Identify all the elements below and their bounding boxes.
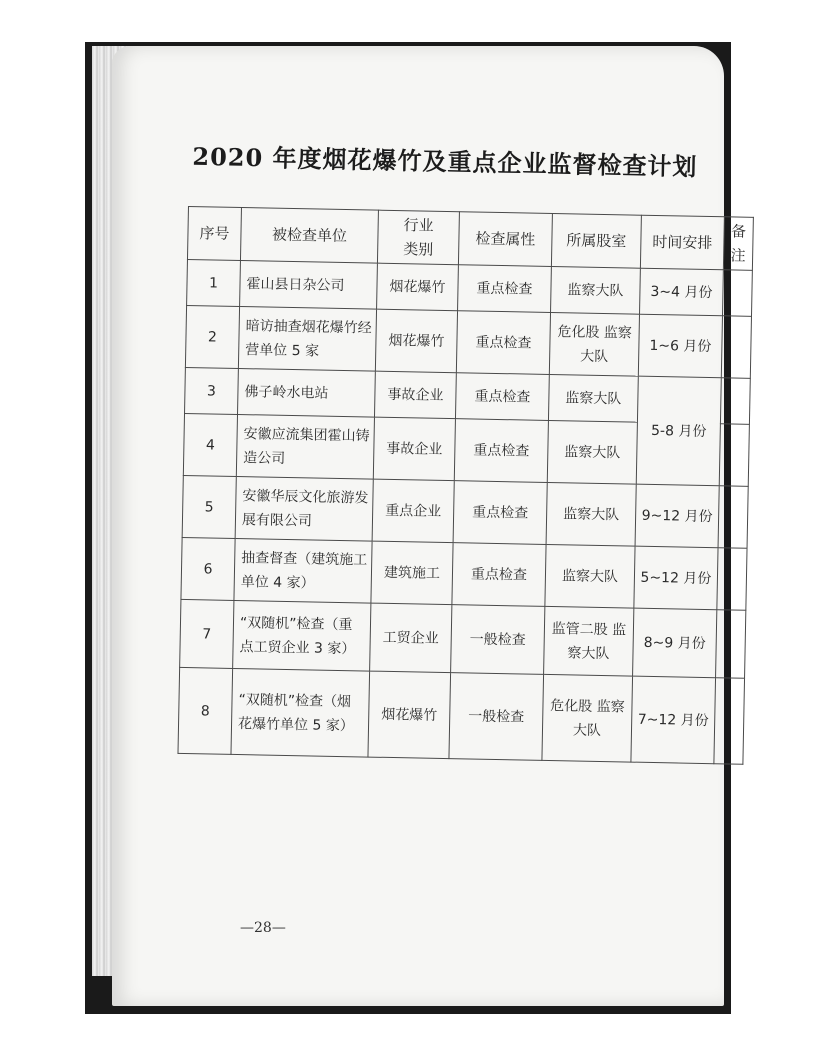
cell-attribute: 一般检查: [449, 673, 544, 761]
header-unit: 被检查单位: [240, 208, 378, 264]
header-note-line2: 注: [730, 246, 746, 265]
header-industry: [377, 210, 459, 265]
cell-index: 7: [180, 599, 234, 668]
inspection-plan-table: [177, 206, 753, 765]
cell-attribute: 重点检查: [458, 265, 552, 313]
table-row: [182, 475, 748, 548]
cell-index: 5: [182, 475, 236, 538]
page-number: —28—: [240, 920, 286, 936]
cell-note: [714, 678, 745, 765]
cell-unit: “双随机”检查（重点工贸企业 3 家）: [233, 600, 371, 671]
header-schedule: 时间安排: [640, 215, 724, 270]
cell-unit: 暗访抽查烟花爆竹经营单位 5 家: [238, 307, 376, 372]
cell-schedule: 9~12 月份: [635, 484, 719, 548]
header-attribute: 检查属性: [458, 212, 552, 267]
cell-note: [716, 610, 746, 679]
table-row: [185, 305, 751, 378]
cell-attribute: 一般检查: [451, 605, 545, 675]
cell-industry: 事故企业: [374, 371, 456, 419]
cell-unit: “双随机”检查（烟花爆竹单位 5 家）: [231, 668, 370, 757]
cell-department: 监察大队: [545, 544, 635, 608]
cell-attribute: 重点检查: [454, 419, 548, 483]
cell-schedule: 5~12 月份: [634, 546, 718, 610]
header-industry-line1: 行业: [403, 216, 434, 235]
cell-index: 4: [183, 413, 237, 476]
document-title: 2020 年度烟花爆竹及重点企业监督检查计划: [192, 141, 698, 182]
cell-department: 监察大队: [547, 420, 637, 484]
table-row: [180, 599, 746, 678]
cell-schedule: 8~9 月份: [633, 608, 717, 678]
cell-index: 1: [187, 259, 241, 306]
cell-unit: 霍山县日杂公司: [240, 261, 378, 310]
table-row: [181, 537, 747, 610]
cell-department: 监管二股 监察大队: [544, 606, 634, 676]
cell-department: 危化股 监察大队: [542, 674, 633, 762]
cell-note: [718, 486, 748, 549]
table-row: [178, 667, 745, 764]
cell-attribute: 重点检查: [452, 543, 546, 607]
cell-department: 监察大队: [546, 482, 636, 546]
cell-note: [717, 548, 747, 611]
header-note-line1: 备: [730, 222, 747, 241]
cell-attribute: 重点检查: [456, 311, 550, 375]
cell-schedule: 1~6 月份: [638, 314, 722, 378]
header-industry-line2: 类别: [403, 240, 434, 259]
cell-industry: 烟花爆竹: [368, 671, 451, 759]
header-note: [723, 217, 753, 271]
cell-industry: 事故企业: [373, 417, 455, 481]
cell-index: 8: [178, 667, 233, 754]
cell-unit: 安徽应流集团霍山铸造公司: [236, 414, 374, 479]
cell-index: 2: [185, 305, 239, 368]
cell-note: [719, 424, 749, 487]
cell-industry: 工贸企业: [370, 603, 452, 673]
cell-unit: 安徽华辰文化旅游发展有限公司: [235, 476, 373, 541]
cell-department: 监察大队: [548, 374, 638, 422]
cell-department: 危化股 监察大队: [549, 312, 639, 376]
cell-note: [722, 270, 752, 317]
header-department: 所属股室: [551, 213, 641, 268]
cell-index: 6: [181, 537, 235, 600]
cell-industry: 烟花爆竹: [377, 263, 459, 311]
cell-schedule: 3~4 月份: [640, 268, 724, 316]
header-index: 序号: [187, 207, 241, 261]
cell-schedule: 5-8 月份: [636, 376, 721, 486]
cell-industry: 建筑施工: [371, 541, 453, 605]
cell-industry: 重点企业: [372, 479, 454, 543]
cell-schedule: 7~12 月份: [631, 676, 716, 764]
cell-note: [721, 316, 751, 379]
cell-index: 3: [185, 367, 239, 414]
cell-unit: 佛子岭水电站: [238, 368, 376, 417]
cell-attribute: 重点检查: [453, 481, 547, 545]
cell-industry: 烟花爆竹: [375, 309, 457, 373]
cell-unit: 抽查督查（建筑施工单位 4 家）: [234, 538, 372, 603]
cell-attribute: 重点检查: [455, 373, 549, 421]
cell-note: [720, 378, 750, 425]
cell-department: 监察大队: [551, 266, 641, 314]
